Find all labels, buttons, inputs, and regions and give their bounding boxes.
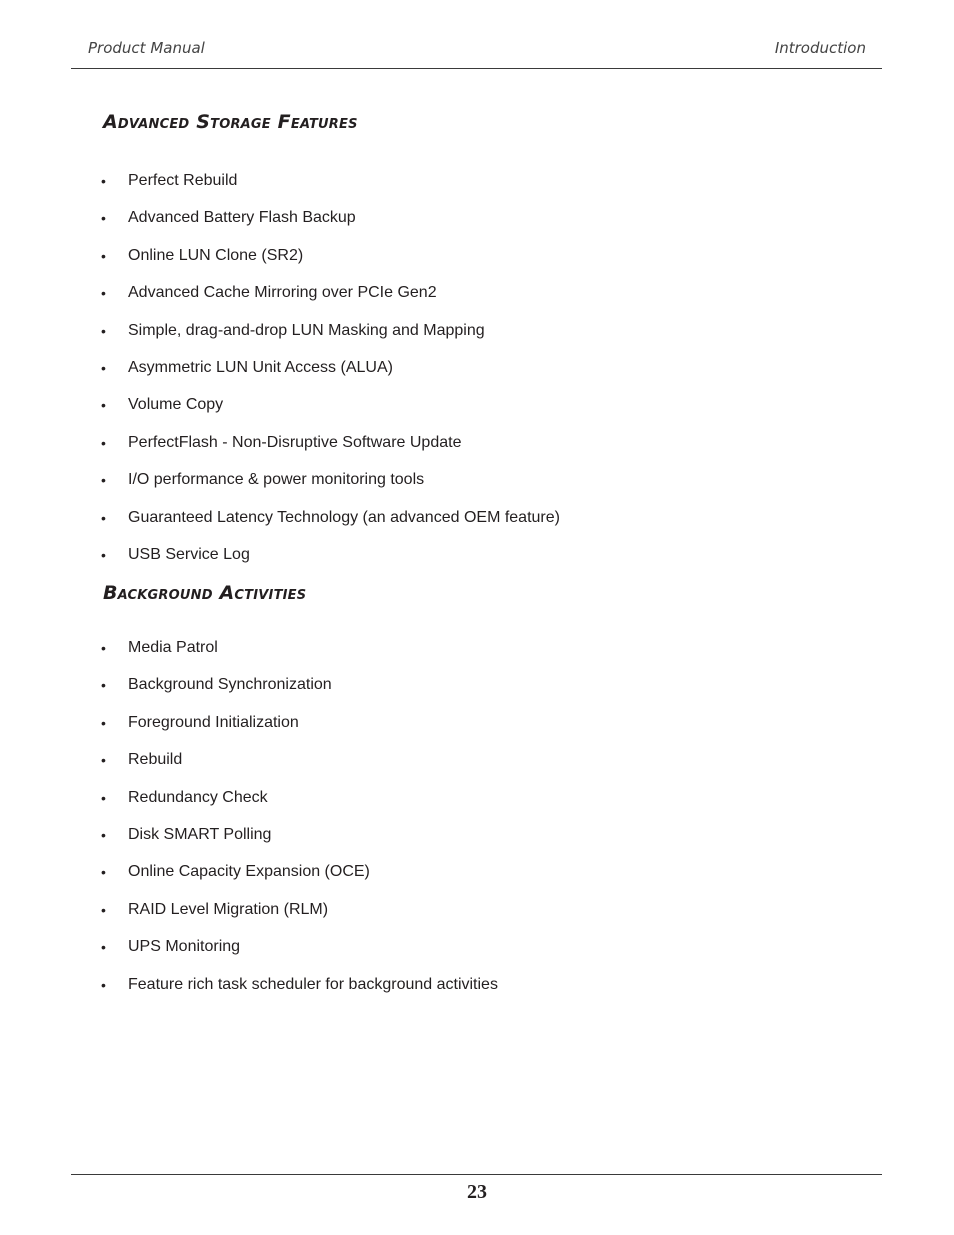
list-item-text: Background Synchronization: [128, 676, 332, 694]
bullet-icon: •: [101, 173, 106, 189]
bullet-icon: •: [101, 359, 106, 376]
list-item-text: Perfect Rebuild: [128, 172, 238, 189]
list-item-text: Rebuild: [128, 751, 183, 769]
bullet-icon: •: [101, 640, 106, 656]
list-item-text: Asymmetric LUN Unit Access (ALUA): [128, 358, 393, 376]
bullet-icon: •: [101, 939, 106, 956]
bullet-icon: •: [101, 546, 106, 563]
list-item-text: I/O performance & power monitoring tools: [128, 471, 425, 489]
bullet-icon: •: [101, 714, 106, 731]
footer-rule: [71, 1174, 882, 1175]
bullet-icon: •: [101, 677, 106, 694]
section-heading-advanced-storage-features: Advanced Storage Features: [103, 111, 358, 133]
bullet-icon: •: [101, 210, 106, 227]
bullet-icon: •: [101, 976, 106, 993]
list-item-text: Online Capacity Expansion (OCE): [128, 863, 370, 881]
list-item-text: PerfectFlash - Non-Disruptive Software Update: [128, 433, 462, 451]
header-chapter-title: Introduction: [774, 39, 866, 57]
bullet-icon: •: [101, 901, 106, 918]
list-item-text: Simple, drag-and-drop LUN Masking and Mapping: [128, 321, 485, 339]
list-item-text: Advanced Cache Mirroring over PCIe Gen2: [128, 284, 437, 302]
header-rule: [71, 68, 882, 69]
header-document-title: Product Manual: [88, 39, 205, 57]
bullet-icon: •: [101, 864, 106, 881]
list-item-text: Media Patrol: [128, 639, 218, 656]
running-header: [88, 39, 866, 61]
section-heading-background-activities: Background Activities: [103, 582, 307, 604]
bullet-icon: •: [101, 509, 106, 526]
bullet-icon: •: [101, 322, 106, 339]
list-item-text: Feature rich task scheduler for background activities: [128, 975, 498, 993]
list-item-text: Disk SMART Polling: [128, 825, 272, 843]
list-item-text: UPS Monitoring: [128, 938, 241, 956]
list-item-text: USB Service Log: [128, 545, 250, 563]
list-item-text: RAID Level Migration (RLM): [128, 900, 329, 918]
bullet-icon: •: [101, 397, 106, 414]
list-item-text: Redundancy Check: [128, 788, 268, 806]
list-item-text: Foreground Initialization: [128, 713, 299, 731]
page-number: 23: [467, 1181, 487, 1203]
bullet-icon: •: [101, 826, 106, 843]
bullet-icon: •: [101, 247, 106, 264]
list-item-text: Online LUN Clone (SR2): [128, 246, 304, 264]
bullet-icon: •: [101, 434, 106, 451]
bullet-icon: •: [101, 472, 106, 489]
list-item-text: Advanced Battery Flash Backup: [128, 209, 356, 227]
list-item-text: Guaranteed Latency Technology (an advanced OEM feature): [128, 508, 560, 526]
list-item-text: Volume Copy: [128, 396, 224, 414]
bullet-icon: •: [101, 285, 106, 302]
bullet-icon: •: [101, 752, 106, 769]
bullet-icon: •: [101, 789, 106, 806]
